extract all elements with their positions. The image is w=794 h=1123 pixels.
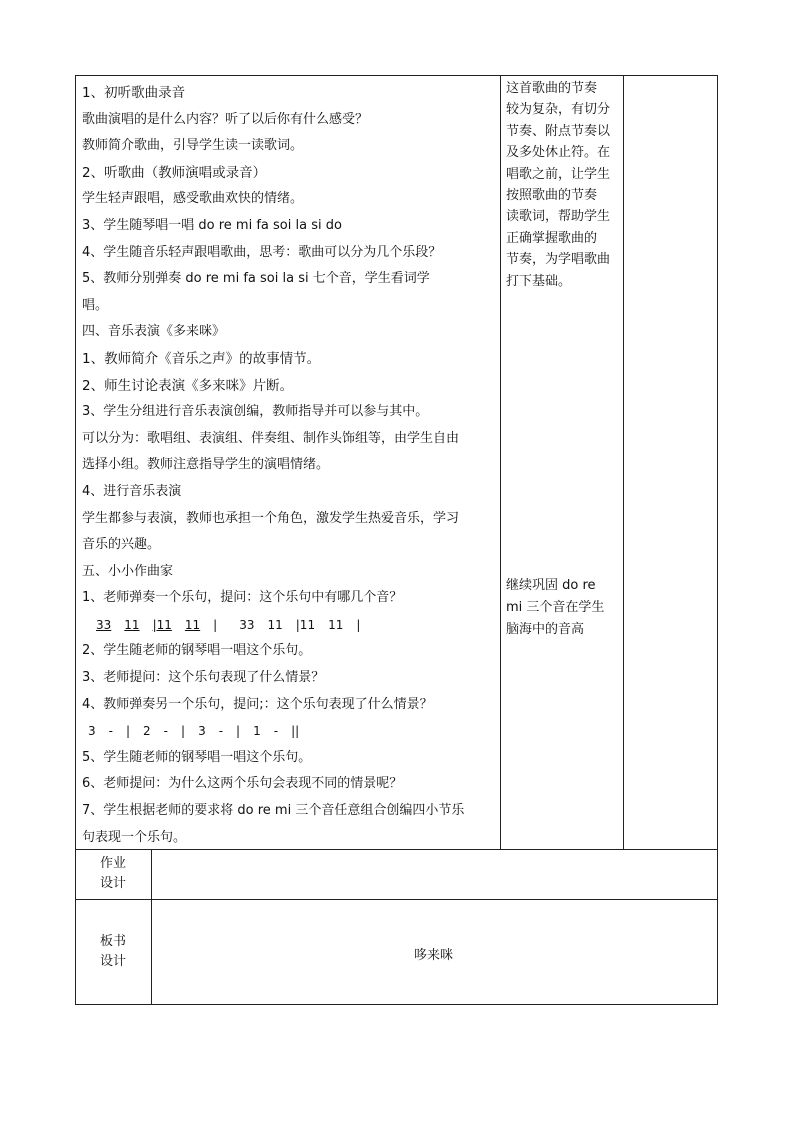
procedure-line: 1、初听歌曲录音 [82,85,186,101]
procedure-line: 歌曲演唱的是什么内容？听了以后你有什么感受？ [82,111,369,127]
design-notes-bottom [506,575,622,641]
notation-token: | [181,724,186,739]
procedure-line: 句表现一个乐句。 [82,829,187,845]
note-line: 读歌词，帮助学生 [506,209,611,225]
note-line: 较为复杂，有切分 [506,102,611,118]
procedure-line: 2、学生随老师的钢琴唱一唱这个乐句。 [82,643,312,659]
notation-token: 2 [143,724,151,739]
note-line: 打下基础。 [506,273,572,289]
homework-label [75,854,151,894]
procedure-line: 学生轻声跟唱，感受歌曲欢快的情绪。 [82,191,304,207]
procedure-line: 可以分为：歌唱组、表演组、伴奏组、制作头饰组等，由学生自由 [82,430,460,446]
notation-line-1 [82,612,497,639]
procedure-line: 6、老师提问：为什么这两个乐句会表现不同的情景呢？ [82,776,403,792]
procedure-line: 5、学生随老师的钢琴唱一唱这个乐句。 [82,749,312,765]
notation-token: | [125,724,131,739]
procedure-line: 5、教师分别弹奏 do re mi fa soi la si 七个音，学生看词学 [82,271,430,287]
note-line: mi 三个音在学生 [506,600,605,615]
notation-token: |11 [295,617,316,632]
notation-token: - [108,724,113,739]
column-divider [500,75,501,849]
procedure-line: 4、进行音乐表演 [82,483,182,499]
notation-token: - [273,724,279,739]
notation-token: 11 [184,617,201,632]
procedure-line: 1、老师弹奏一个乐句，提问：这个乐句中有哪几个音？ [82,590,403,606]
board-label-line: 设计 [99,954,126,969]
notation-token: || [291,724,300,739]
label-column-divider [151,849,152,1005]
notation-token: | [356,617,361,632]
notation-token: 3 [88,724,96,739]
note-line: 继续巩固 do re [506,578,596,593]
notation-token: | [213,617,218,632]
board-label [75,932,151,972]
notation-line-2 [82,718,497,745]
procedure-line: 音乐的兴趣。 [82,537,161,553]
row-divider [75,899,718,900]
notation-token: 33 [239,617,255,632]
notation-token: |11 [152,617,172,632]
procedure-line: 1、教师简介《音乐之声》的故事情节。 [82,350,321,367]
notation-token: - [163,724,169,739]
board-content: 哆来咪 [414,948,454,963]
procedure-line: 选择小组。教师注意指导学生的演唱情绪。 [82,457,330,473]
notation-token: 11 [124,617,140,632]
procedure-line: 教师简介歌曲，引导学生读一读歌词。 [82,138,304,154]
procedure-line: 2、师生讨论表演《多来咪》片断。 [82,377,294,394]
note-line: 唱歌之前，让学生 [506,166,611,182]
notation-token: 11 [267,617,283,632]
procedure-line: 4、教师弹奏另一个乐句，提问;：这个乐句表现了什么情景？ [82,696,433,712]
procedure-line: 五、小小作曲家 [82,563,174,579]
column-divider [623,75,624,849]
procedure-line: 2、听歌曲（教师演唱或录音） [82,164,267,181]
note-line: 正确掌握歌曲的 [506,230,598,246]
note-line: 脑海中的音高 [506,622,585,637]
notation-token: 3 [198,724,206,739]
procedure-line: 学生都参与表演，教师也承担一个角色，激发学生热爱音乐，学习 [82,510,460,526]
procedure-line: 四、音乐表演《多来咪》 [82,324,226,340]
note-line: 按照歌曲的节奏 [506,188,598,204]
procedure-line: 3、学生分组进行音乐表演创编，教师指导并可以参与其中。 [82,404,429,420]
procedure-line: 4、学生随音乐轻声跟唱歌曲，思考：歌曲可以分为几个乐段？ [82,244,442,260]
homework-label-line: 设计 [99,876,126,891]
note-line: 节奏，为学唱歌曲 [506,252,611,268]
procedure-line: 3、学生随琴唱一唱 do re mi fa soi la si do [82,217,342,233]
notation-token: 11 [328,617,344,632]
board-label-line: 板书 [99,934,126,949]
teaching-procedure [82,80,497,851]
notation-token: - [218,724,224,739]
notation-token: | [236,724,241,739]
procedure-line: 3、老师提问：这个乐句表现了什么情景？ [82,670,325,686]
procedure-line: 7、学生根据老师的要求将 do re mi 三个音任意组合创编四小节乐 [82,803,465,819]
procedure-line: 唱。 [82,297,109,313]
notation-token: 1 [253,724,261,739]
design-notes-top [506,78,622,292]
notation-token: 33 [96,617,112,632]
note-line: 及多处休止符。在 [506,145,611,161]
note-line: 这首歌曲的节奏 [506,81,598,96]
note-line: 节奏、附点节奏以 [506,123,611,139]
homework-label-line: 作业 [99,856,126,871]
